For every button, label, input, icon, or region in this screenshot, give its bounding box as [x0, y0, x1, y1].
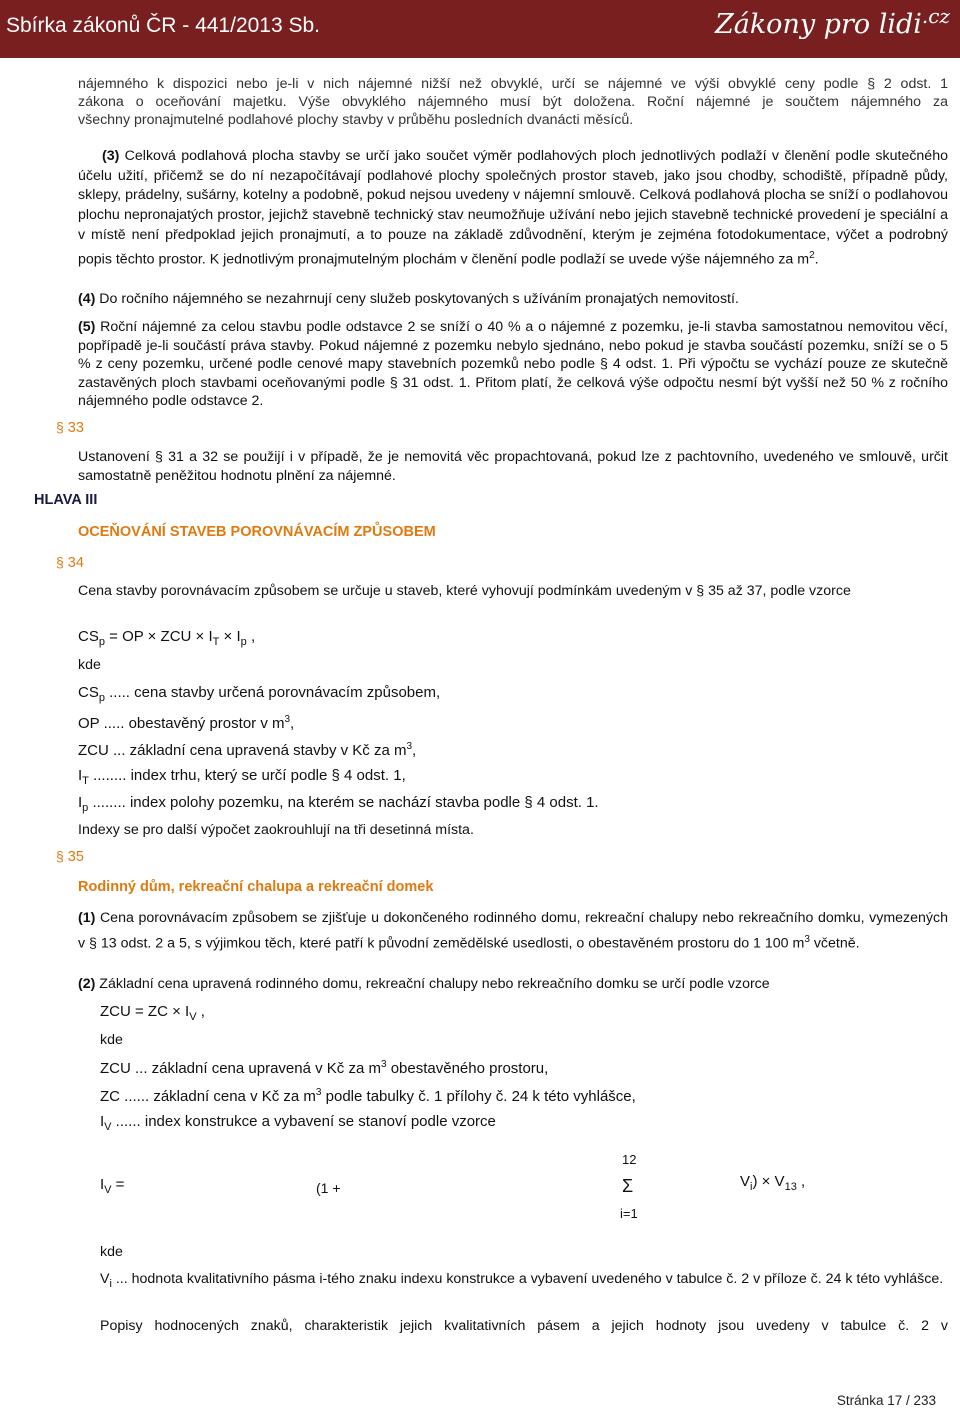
formula-iv-lhs — [100, 1176, 124, 1196]
formula-part: ) × V — [752, 1173, 785, 1190]
section-title: OCEŇOVÁNÍ STAVEB POROVNÁVACÍM ZPŮSOBEM — [78, 524, 436, 540]
section-34-heading[interactable] — [56, 554, 84, 571]
definition-line — [78, 767, 406, 787]
paragraph-35-1 — [78, 908, 948, 955]
definition-symbol: V — [100, 1271, 110, 1287]
paragraph-text: Roční nájemné za celou stavbu podle odstavce 2 se sníží o 40 % a o nájemné z pozemku, je-li stavba samostatnou nemovitou věcí, popřípadě je-li součástí práva stavby. Pokud nájemné z pozemku nebylo sjednáno, nebo pokud je stavba součástí pozemku, sníží se o 5 % z ceny pozemku, určené podle cenové mapy stavebních pozemků nebo podle § 4 odst. 1. Při výpočtu se vychází pouze ze skutečně zastavěných ploch stavbami oceňovanými podle § 31 odst. 1. Přitom platí, že celková výše odpočtu nesmí být vyšší než 50 % z ročního nájemného podle odstavce 2. — [78, 319, 948, 409]
paragraph-end: . — [814, 251, 819, 268]
definition-line — [78, 741, 416, 759]
definition-sup: 3 — [406, 741, 413, 752]
definition-symbol: ZC — [100, 1088, 120, 1105]
rounding-note: Indexy se pro další výpočet zaokrouhlují na tři desetinná místa. — [78, 822, 474, 838]
formula-sub: i — [750, 1181, 753, 1193]
text-line: zákona o oceňování majetku. Výše obvyklého nájemného musí být doložena. Roční nájemné je součtem nájemného za — [78, 94, 948, 110]
section-number: 34 — [67, 555, 84, 571]
formula-iv-mid: (1 + — [316, 1180, 341, 1196]
section-number: 33 — [67, 420, 84, 436]
paragraph-text: Celková podlahová plocha stavby se určí jako součet výměr podlahových ploch jednotlivých podlaží v členění podle skutečného účelu užití, přičemž se do ní nezapočítávají podlahové plochy společných prostor staveb, jako jsou chodby, schodiště, případně půdy, sklepy, prádelny, sušárny, kotelny a podobně, pokud nejsou uvedeny v nájemní smlouvě. Celková podlahová plocha se sníží o podlahovou plochu nepronajatých prostor, jejichž stavebně technický stav neumožňuje užívání nebo jejich stavebně technické provedení je speciální a v místě není předpoklad jejich pronajmutí, a to pouze na základě zdůvodnění, kterým je zejména fotodokumentace, výčet a podrobný popis těchto prostor. K jednotlivým pronajmutelným plochám v členění podle podlaží se uvede výše nájemného za m — [78, 148, 948, 268]
formula-zcu — [100, 1003, 205, 1023]
section-number: 35 — [67, 849, 84, 865]
brand-logo[interactable] — [715, 4, 950, 40]
definition-end: , — [290, 715, 295, 732]
formula-sub: V — [104, 1184, 112, 1196]
document-title: Sbírka zákonů ČR - 441/2013 Sb. — [6, 14, 321, 37]
definition-sup: 3 — [315, 1087, 322, 1098]
definition-end: , — [412, 742, 417, 759]
definition-text: ...... základní cena v Kč za m — [120, 1088, 316, 1105]
definition-line — [100, 1087, 636, 1105]
definition-symbol: I — [78, 794, 83, 811]
paragraph-3 — [78, 147, 948, 270]
paragraph-number: (1) — [78, 910, 96, 926]
definition-symbol: I — [78, 767, 83, 784]
superscript: 3 — [804, 934, 810, 945]
kde-label: kde — [100, 1032, 123, 1048]
definition-symbol: CS — [78, 684, 99, 701]
section-33-text: Ustanovení § 31 a 32 se použijí i v případě, že je nemovitá věc propachtovaná, pokud lze z pachtovního, uvedeného ve smlouvě, určit samostatně peněžitou hodnotu plnění za nájemné. — [78, 449, 948, 484]
chapter-heading: HLAVA III — [34, 492, 98, 508]
definition-end: podle tabulky č. 1 přílohy č. 24 k této vyhlášce, — [321, 1088, 636, 1105]
text-line: nájemného k dispozici nebo je-li v nich nájemné nižší než obvyklé, určí se nájemné ve výši obvyklé ceny podle § 2 odst. 1 — [78, 76, 948, 92]
section-34-text: Cena stavby porovnávacím způsobem se určuje u staveb, které vyhovují podmínkám uvedeným v § 35 až 37, podle vzorce — [78, 583, 851, 599]
formula-part: V — [740, 1173, 751, 1190]
definition-text: ...... index konstrukce a vybavení se stanoví podle vzorce — [111, 1113, 496, 1130]
definition-line — [78, 684, 440, 704]
definition-sub: p — [82, 802, 89, 814]
definition-line — [100, 1059, 548, 1077]
definition-text: ..... obestavěný prostor v m — [99, 715, 285, 732]
definition-sub: V — [104, 1121, 112, 1133]
brand-tld: .cz — [921, 4, 950, 28]
paragraph-4 — [78, 290, 739, 308]
formula-sub: p — [98, 636, 105, 648]
paragraph-number: (5) — [78, 319, 96, 335]
formula-part: × I — [219, 628, 241, 645]
formula-part: , — [196, 1003, 205, 1020]
definition-end: obestavěného prostoru, — [386, 1060, 549, 1077]
definition-symbol: ZCU — [78, 742, 109, 759]
sum-upper-limit: 12 — [622, 1152, 637, 1167]
definition-text: ... hodnota kvalitativního pásma i-tého znaku indexu konstrukce a vybavení uvedeného v tabulce č. 2 v příloze č. 24 k této vyhlášce. — [111, 1271, 944, 1287]
paragraph-end: včetně. — [809, 935, 860, 952]
definition-sup: 3 — [380, 1059, 387, 1070]
formula-part: CS — [78, 628, 99, 645]
kde-label: kde — [100, 1244, 123, 1260]
paragraph-number: (4) — [78, 291, 96, 307]
definition-text: ... základní cena upravená stavby v Kč za m — [108, 742, 407, 759]
definition-text: ..... cena stavby určená porovnávacím způsobem, — [104, 684, 441, 701]
section-symbol: § — [56, 554, 64, 570]
definition-symbol: ZCU — [100, 1060, 131, 1077]
definition-sup: 3 — [284, 714, 291, 725]
paragraph-number: (3) — [102, 148, 120, 164]
section-symbol: § — [56, 419, 64, 435]
formula-cs — [78, 628, 255, 648]
formula-part: , — [796, 1173, 806, 1190]
sum-sign: Σ — [622, 1176, 634, 1196]
paragraph-text: Do ročního nájemného se nezahrnují ceny služeb poskytovaných s užíváním pronajatých nemovitostí. — [99, 291, 739, 307]
kde-label: kde — [78, 657, 101, 673]
definition-sub: T — [82, 775, 89, 787]
text-line: Popisy hodnocených znaků, charakteristik jejich kvalitativních pásem a jejich hodnoty jsou uvedeny v tabulce č. 2 v — [100, 1318, 948, 1334]
definition-symbol: I — [100, 1113, 105, 1130]
definition-sub: p — [98, 692, 105, 704]
sum-lower-limit: i=1 — [620, 1206, 638, 1221]
definition-line — [78, 714, 294, 732]
paragraph-text: Základní cena upravená rodinného domu, rekreační chalupy nebo rekreačního domku se určí podle vzorce — [99, 976, 770, 992]
header-bar — [0, 0, 960, 58]
definition-line — [78, 794, 599, 814]
page-number: Stránka 17 / 233 — [836, 1393, 936, 1408]
paragraph-number: (2) — [78, 976, 96, 992]
formula-iv-rhs — [740, 1173, 805, 1193]
section-title: Rodinný dům, rekreační chalupa a rekreační domek — [78, 879, 434, 895]
paragraph-5 — [78, 318, 948, 411]
definition-line — [100, 1113, 496, 1133]
definition-text: ........ index trhu, který se určí podle § 4 odst. 1, — [88, 767, 406, 784]
formula-part: = OP × ZCU × I — [104, 628, 213, 645]
paragraph-text: Cena porovnávacím způsobem se zjišťuje u dokončeného rodinného domu, rekreační chalupy nebo rekreačního domku, vymezených v § 13 odst. 2 a 5, s výjimkou těch, které patří k původní zemědělské usedlosti, o obestavěném prostoru do 1 100 m — [78, 910, 948, 952]
formula-part: , — [246, 628, 256, 645]
definition-sub: i — [109, 1277, 112, 1290]
section-33-heading[interactable] — [56, 419, 84, 436]
paragraph-35-2 — [78, 975, 770, 993]
definition-symbol: OP — [78, 715, 100, 732]
brand-name: Zákony pro lidi — [714, 9, 922, 40]
definition-text: ... základní cena upravená v Kč za m — [130, 1060, 381, 1077]
vi-definition — [100, 1270, 948, 1293]
definition-text: ........ index polohy pozemku, na kterém se nachází stavba podle § 4 odst. 1. — [88, 794, 599, 811]
formula-sub: T — [212, 636, 220, 648]
formula-sub: 13 — [784, 1181, 797, 1193]
formula-sub: V — [189, 1011, 197, 1023]
formula-part: = — [111, 1176, 125, 1193]
formula-part: I — [100, 1176, 105, 1193]
superscript: 2 — [809, 249, 815, 261]
section-35-heading[interactable] — [56, 848, 84, 865]
formula-sub: p — [240, 636, 247, 648]
formula-part: ZCU = ZC × I — [100, 1003, 190, 1020]
section-symbol: § — [56, 848, 64, 864]
text-line: všechny pronajmutelné podlahové plochy stavby v průběhu posledních dvanácti měsíců. — [78, 112, 634, 128]
